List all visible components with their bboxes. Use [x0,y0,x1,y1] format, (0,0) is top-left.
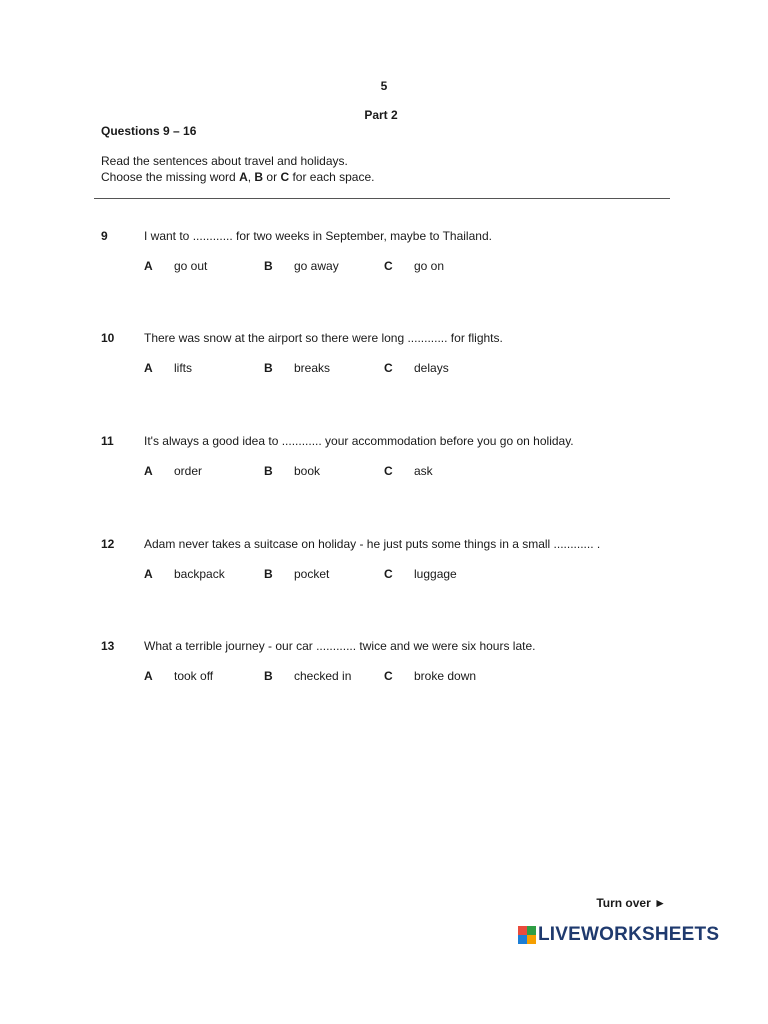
question-number: 9 [101,229,108,243]
question-text: There was snow at the airport so there were long ............ for flights. [144,331,503,345]
instructions-text: or [263,170,281,184]
instructions-line-2 [101,169,375,185]
option-c-text[interactable]: broke down [414,669,477,683]
option-a-text[interactable]: go out [174,259,208,273]
option-b-text[interactable]: checked in [294,669,352,683]
option-a-letter: A [144,669,153,683]
question-text: Adam never takes a suitcase on holiday - he just puts some things in a small ............ . [144,537,601,551]
instructions-text: Choose the missing word [101,170,240,184]
question-11 [0,434,768,504]
logo-text: LIVEWORKSHEETS [538,924,720,945]
question-13 [0,639,768,709]
option-c-text[interactable]: ask [414,464,433,478]
divider-rule [94,198,670,199]
option-b-text[interactable]: go away [294,259,339,273]
instructions-letter-c: C [280,170,290,184]
instructions-text: , [247,170,255,184]
option-c-letter: C [384,669,393,683]
option-b-letter: B [264,259,273,273]
logo-square [527,926,536,935]
question-number: 13 [101,639,115,653]
question-number: 10 [101,331,115,345]
logo-square [518,935,527,944]
question-text: I want to ............ for two weeks in September, maybe to Thailand. [144,229,492,243]
question-text: It's always a good idea to ............ your accommodation before you go on holiday. [144,434,574,448]
part-title: Part 2 [364,108,398,122]
question-number: 11 [101,434,114,448]
option-b-letter: B [264,669,273,683]
instructions-text: for each space. [289,170,375,184]
option-c-text[interactable]: luggage [414,567,457,581]
logo-square [518,926,527,935]
option-a-letter: A [144,464,153,478]
page-number: 5 [380,79,388,93]
question-text: What a terrible journey - our car ............ twice and we were six hours late. [144,639,536,653]
option-c-letter: C [384,464,393,478]
option-a-text[interactable]: order [174,464,203,478]
instructions-line-1: Read the sentences about travel and holidays. [101,154,348,168]
option-c-text[interactable]: delays [414,361,449,375]
option-b-text[interactable]: breaks [294,361,331,375]
question-number: 12 [101,537,115,551]
instructions-letter-b: B [254,170,264,184]
option-b-letter: B [264,567,273,581]
option-c-text[interactable]: go on [414,259,445,273]
option-a-letter: A [144,361,153,375]
turn-over-label: Turn over ► [596,896,666,910]
option-b-text[interactable]: pocket [294,567,330,581]
liveworksheets-logo [518,924,719,946]
instructions-letter-a: A [239,170,248,184]
question-9 [0,229,768,299]
option-b-letter: B [264,361,273,375]
option-a-text[interactable]: took off [174,669,214,683]
option-a-text[interactable]: backpack [174,567,225,581]
option-c-letter: C [384,567,393,581]
option-a-letter: A [144,259,153,273]
question-12 [0,537,768,607]
option-a-letter: A [144,567,153,581]
liveworksheets-logo-icon [518,926,536,944]
option-c-letter: C [384,259,393,273]
option-b-letter: B [264,464,273,478]
option-a-text[interactable]: lifts [174,361,192,375]
option-b-text[interactable]: book [294,464,321,478]
option-c-letter: C [384,361,393,375]
question-10 [0,331,768,401]
questions-range: Questions 9 – 16 [101,124,197,138]
logo-square [527,935,536,944]
